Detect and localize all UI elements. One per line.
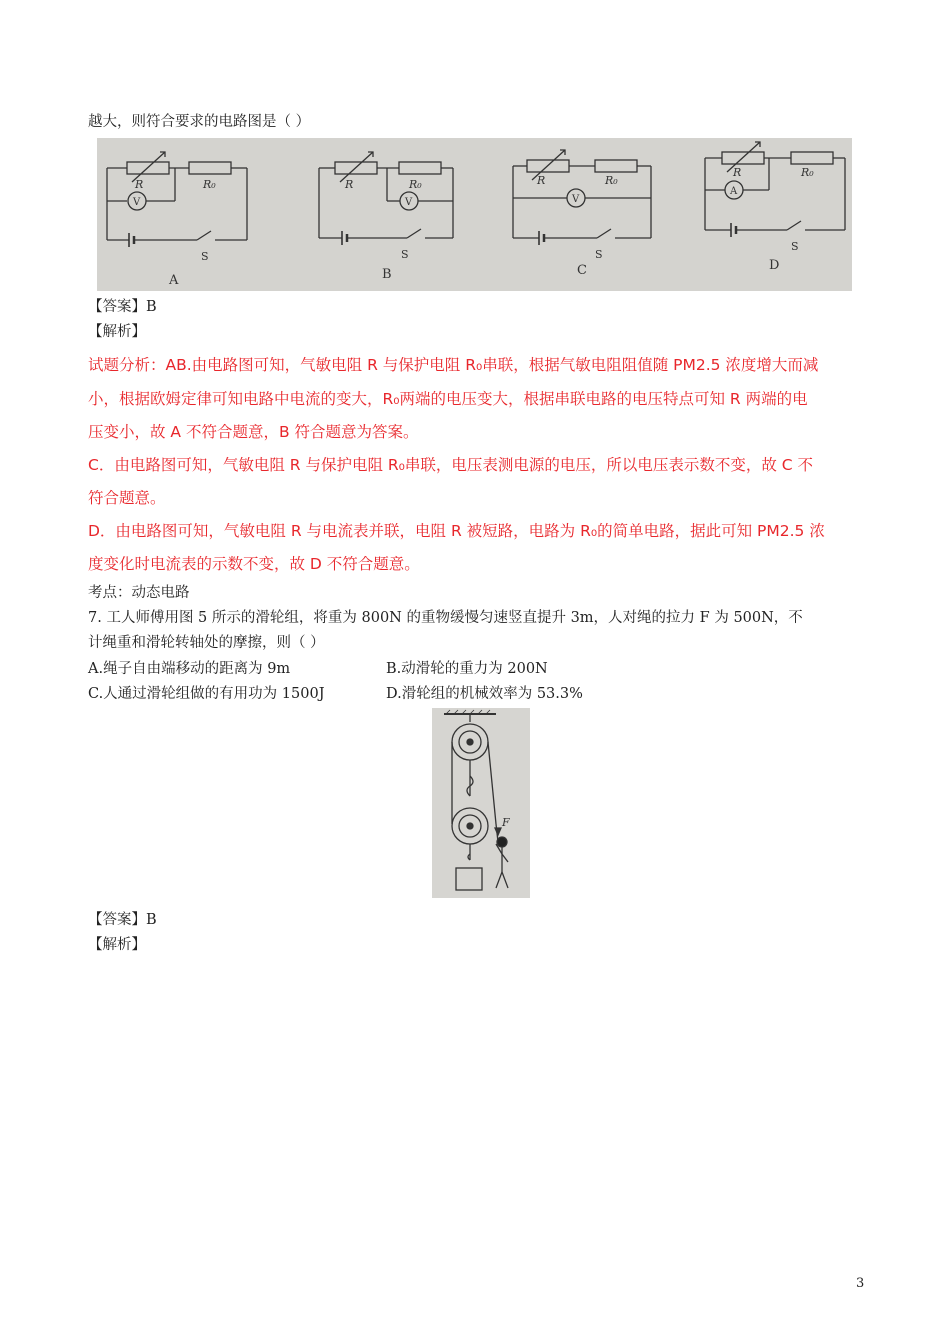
svg-text:R₀: R₀	[605, 174, 618, 187]
svg-text:R₀: R₀	[409, 178, 422, 191]
q7-stem-line-2: 计绳重和滑轮转轴处的摩擦，则（ ）	[88, 635, 325, 651]
q7-answer: 【答案】B	[88, 912, 157, 928]
switch-label: S	[201, 250, 209, 263]
svg-text:V: V	[572, 194, 580, 205]
svg-text:R: R	[345, 178, 354, 191]
q7-option-b: B.动滑轮的重力为 200N	[386, 661, 548, 677]
q6-analysis-line-4: C．由电路图可知，气敏电阻 R 与保护电阻 R₀串联，电压表测电源的电压，所以电压表示数不变，故 C 不	[88, 456, 814, 474]
voltmeter-label: V	[133, 197, 141, 208]
weight-block	[456, 868, 482, 890]
svg-text:S: S	[401, 248, 409, 261]
circuit-c	[513, 150, 651, 278]
q6-analysis-line-6: D．由电路图可知，气敏电阻 R 与电流表并联，电阻 R 被短路，电路为 R₀的简单电路，据此可知 PM2.5 浓	[88, 522, 825, 540]
circuit-label-c: C	[577, 263, 587, 278]
label-r0: R₀	[203, 178, 216, 191]
circuit-diagrams-figure	[97, 138, 852, 291]
q6-analysis-line-3: 压变小，故 A 不符合题意，B 符合题意为答案。	[88, 423, 419, 441]
q7-option-c: C.人通过滑轮组做的有用功为 1500J	[88, 686, 325, 702]
svg-text:V: V	[405, 197, 413, 208]
q6-analysis-line-1: 试题分析：AB.由电路图可知，气敏电阻 R 与保护电阻 R₀串联，根据气敏电阻阻值随 PM2.5 浓度增大而减	[88, 356, 819, 374]
circuit-b	[319, 152, 453, 282]
svg-text:R: R	[733, 166, 742, 179]
q6-kaodian: 考点：动态电路	[88, 585, 190, 601]
page-number: 3	[856, 1276, 865, 1291]
circuit-label-b: B	[382, 267, 392, 282]
ammeter-label: A	[730, 186, 738, 197]
svg-text:S: S	[791, 240, 799, 253]
circuit-a	[107, 152, 247, 288]
q7-analysis-header: 【解析】	[88, 937, 146, 953]
svg-text:R₀: R₀	[801, 166, 814, 179]
svg-text:S: S	[595, 248, 603, 261]
force-label: F	[502, 816, 510, 829]
circuit-d	[705, 142, 845, 273]
pulley-figure	[432, 708, 530, 898]
circuit-label-d: D	[769, 258, 780, 273]
q7-option-d: D.滑轮组的机械效率为 53.3%	[386, 686, 583, 702]
q7-option-a: A.绳子自由端移动的距离为 9m	[88, 661, 291, 677]
q6-analysis-line-5: 符合题意。	[88, 489, 166, 507]
q6-analysis-header: 【解析】	[88, 324, 146, 340]
label-r: R	[135, 178, 144, 191]
q6-analysis-line-2: 小，根据欧姆定律可知电路中电流的变大，R₀两端的电压变大，根据串联电路的电压特点可知 R 两端的电	[88, 390, 808, 408]
q6-analysis-line-7: 度变化时电流表的示数不变，故 D 不符合题意。	[88, 555, 420, 573]
person-head	[497, 837, 507, 847]
question-6-tail: 越大，则符合要求的电路图是（ ）	[88, 114, 311, 130]
q6-answer: 【答案】B	[88, 299, 157, 315]
circuit-label-a: A	[169, 273, 179, 288]
svg-text:R: R	[537, 174, 546, 187]
q7-stem-line-1: 7. 工人师傅用图 5 所示的滑轮组，将重为 800N 的重物缓慢匀速竖直提升 3m，人对绳的拉力 F 为 500N，不	[88, 610, 803, 626]
